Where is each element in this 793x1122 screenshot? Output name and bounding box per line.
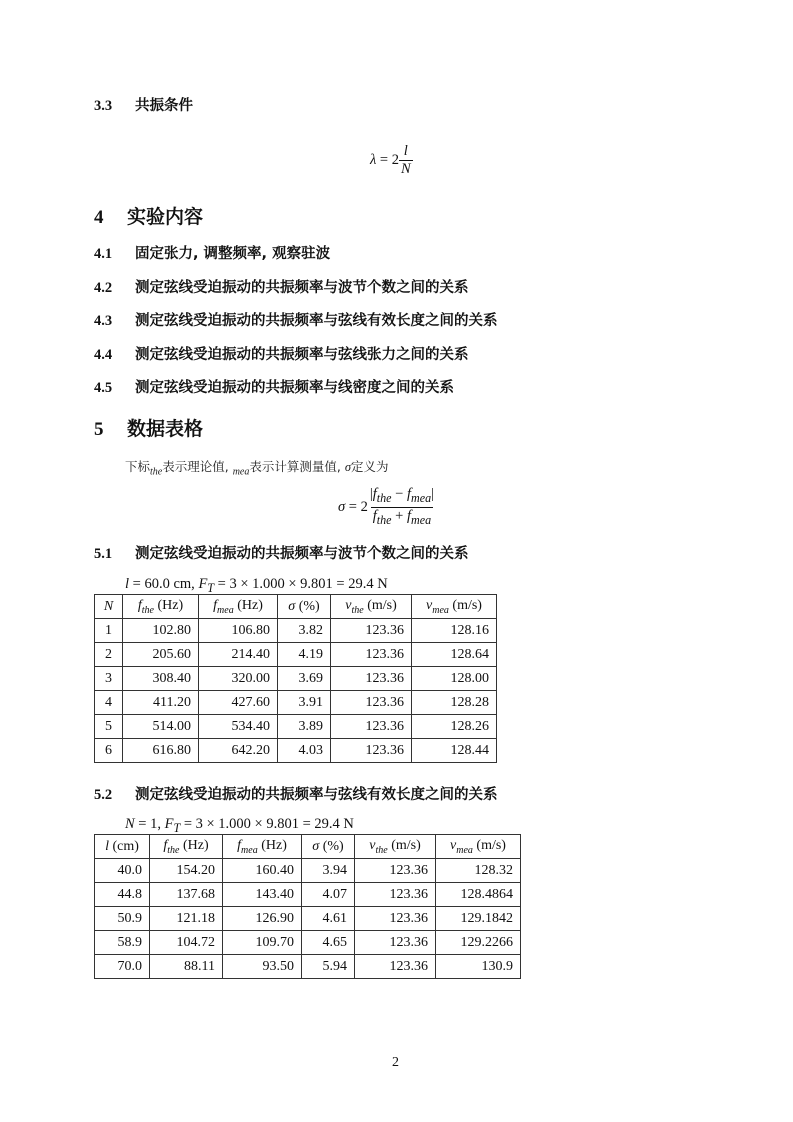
table-cell: 123.36 — [331, 643, 412, 667]
table-cell: 40.0 — [95, 859, 150, 883]
page-number: 2 — [392, 1055, 399, 1070]
formula-lambda: λ = 2 $\frac{l}{N}$ — [370, 143, 411, 177]
table-cell: 128.26 — [412, 715, 497, 739]
table-cell: 427.60 — [199, 691, 278, 715]
section-number: 5.2 — [94, 787, 113, 803]
table-cell: 4.65 — [302, 931, 355, 955]
table-cell: 109.70 — [223, 931, 302, 955]
table-cell: 4.19 — [278, 643, 331, 667]
subsection-heading-4-3 — [94, 309, 498, 330]
section-title: 测定弦线受迫振动的共振频率与波节个数之间的关系 — [135, 546, 469, 562]
formula-sigma: σ = 2 $\frac{|f_{the} - f_{mea}|}{f_{the} + f_{mea}}$ — [338, 486, 435, 527]
subscript-mea: mea — [232, 466, 250, 478]
intro-text: 表示计算测量值, — [249, 459, 345, 474]
section-number: 4.2 — [94, 280, 113, 296]
table-cell: 3.82 — [278, 619, 331, 643]
intro-text: 表示理论值, — [162, 459, 233, 474]
intro-text: 定义为 — [350, 459, 389, 474]
table-cell: 616.80 — [123, 739, 199, 763]
table-row — [95, 715, 497, 739]
table-cell: 128.00 — [412, 667, 497, 691]
section-title: 数据表格 — [127, 418, 204, 440]
table-cell: 4.61 — [302, 907, 355, 931]
section-title: 测定弦线受迫振动的共振频率与弦线有效长度之间的关系 — [135, 787, 498, 803]
table-cell: 123.36 — [331, 739, 412, 763]
formula-denominator: N — [400, 161, 411, 177]
table-cell: 129.2266 — [436, 931, 521, 955]
table-cell: 5 — [95, 715, 123, 739]
table2-caption: N = 1, $F_T = 3 \times 1.000 \times 9.801 = 29.4$ N — [125, 816, 354, 835]
table-cell: 143.40 — [223, 883, 302, 907]
table-cell: 128.4864 — [436, 883, 521, 907]
table-cell: 4.07 — [302, 883, 355, 907]
section-title: 测定弦线受迫振动的共振频率与弦线有效长度之间的关系 — [135, 313, 498, 329]
table-cell: 514.00 — [123, 715, 199, 739]
column-header: $v_{mea}$ (m/s) — [412, 595, 497, 619]
table-cell: 6 — [95, 739, 123, 763]
table-cell: 137.68 — [150, 883, 223, 907]
column-header: $v_{the}$ (m/s) — [331, 595, 412, 619]
intro-paragraph — [125, 457, 389, 478]
table-cell: 3.89 — [278, 715, 331, 739]
column-header: σ (%) — [302, 835, 355, 859]
table-cell: 2 — [95, 643, 123, 667]
table-cell: 130.9 — [436, 955, 521, 979]
table-cell: 205.60 — [123, 643, 199, 667]
table-cell: 123.36 — [355, 955, 436, 979]
table-frequency-vs-length — [94, 834, 521, 979]
table-cell: 123.36 — [331, 619, 412, 643]
table-cell: 128.28 — [412, 691, 497, 715]
table-cell: 58.9 — [95, 931, 150, 955]
section-title: 测定弦线受迫振动的共振频率与波节个数之间的关系 — [135, 280, 469, 296]
subsection-heading-5-2 — [94, 783, 498, 804]
column-header: $f_{mea}$ (Hz) — [223, 835, 302, 859]
column-header: $v_{mea}$ (m/s) — [436, 835, 521, 859]
table-cell: 320.00 — [199, 667, 278, 691]
section-number: 5.1 — [94, 546, 113, 562]
table-frequency-vs-nodes — [94, 594, 497, 763]
table-cell: 3.91 — [278, 691, 331, 715]
table-cell: 214.40 — [199, 643, 278, 667]
table-row — [95, 643, 497, 667]
section-number: 4.3 — [94, 313, 113, 329]
table-cell: 4 — [95, 691, 123, 715]
table-row — [95, 931, 521, 955]
table-cell: 123.36 — [355, 883, 436, 907]
section-title: 测定弦线受迫振动的共振频率与线密度之间的关系 — [135, 380, 454, 396]
table-cell: 154.20 — [150, 859, 223, 883]
table-cell: 50.9 — [95, 907, 150, 931]
section-number: 3.3 — [94, 98, 113, 114]
subsection-heading-4-2 — [94, 276, 469, 297]
column-header: l (cm) — [95, 835, 150, 859]
subsection-heading-4-1 — [94, 242, 330, 263]
subsection-heading-4-4 — [94, 343, 469, 364]
table-cell: 128.32 — [436, 859, 521, 883]
section-heading-5 — [94, 414, 203, 441]
table-cell: 129.1842 — [436, 907, 521, 931]
intro-text: 下标 — [125, 459, 151, 474]
section-number: 5 — [94, 419, 104, 440]
section-title: 共振条件 — [135, 98, 193, 114]
table-row — [95, 883, 521, 907]
section-number: 4.5 — [94, 380, 113, 396]
subscript-the: the — [150, 466, 163, 478]
table-cell: 123.36 — [331, 691, 412, 715]
sigma-symbol: σ — [344, 460, 351, 474]
section-number: 4 — [94, 207, 104, 228]
table-cell: 3 — [95, 667, 123, 691]
table-row — [95, 955, 521, 979]
table-header-row — [95, 595, 497, 619]
table-cell: 1 — [95, 619, 123, 643]
table-cell: 126.90 — [223, 907, 302, 931]
column-header: $f_{the}$ (Hz) — [123, 595, 199, 619]
table-header-row — [95, 835, 521, 859]
section-heading-4 — [94, 202, 203, 229]
subsection-heading-3-3 — [94, 94, 193, 115]
column-header: N — [95, 595, 123, 619]
table-cell: 160.40 — [223, 859, 302, 883]
table-row — [95, 619, 497, 643]
table-cell: 93.50 — [223, 955, 302, 979]
table-cell: 128.64 — [412, 643, 497, 667]
section-title: 固定张力, 调整频率, 观察驻波 — [135, 246, 331, 262]
column-header: $f_{the}$ (Hz) — [150, 835, 223, 859]
table-row — [95, 859, 521, 883]
table-cell: 123.36 — [355, 907, 436, 931]
table-cell: 106.80 — [199, 619, 278, 643]
column-header: $v_{the}$ (m/s) — [355, 835, 436, 859]
table-cell: 102.80 — [123, 619, 199, 643]
subsection-heading-5-1 — [94, 542, 469, 563]
table-cell: 3.69 — [278, 667, 331, 691]
section-number: 4.1 — [94, 246, 113, 262]
section-title: 测定弦线受迫振动的共振频率与弦线张力之间的关系 — [135, 347, 469, 363]
table-row — [95, 691, 497, 715]
section-title: 实验内容 — [127, 206, 204, 228]
table-cell: 534.40 — [199, 715, 278, 739]
table-cell: 104.72 — [150, 931, 223, 955]
table-cell: 123.36 — [355, 859, 436, 883]
table-cell: 3.94 — [302, 859, 355, 883]
column-header: σ (%) — [278, 595, 331, 619]
table-row — [95, 667, 497, 691]
table-cell: 642.20 — [199, 739, 278, 763]
section-number: 4.4 — [94, 347, 113, 363]
table-cell: 70.0 — [95, 955, 150, 979]
table-cell: 4.03 — [278, 739, 331, 763]
table-cell: 44.8 — [95, 883, 150, 907]
table-cell: 308.40 — [123, 667, 199, 691]
table-cell: 128.16 — [412, 619, 497, 643]
table-cell: 128.44 — [412, 739, 497, 763]
table1-caption: l = 60.0 cm, $F_T = 3 \times 1.000 \times 9.801 = 29.4$ N — [125, 576, 388, 595]
subsection-heading-4-5 — [94, 376, 454, 397]
table-cell: 411.20 — [123, 691, 199, 715]
table-cell: 88.11 — [150, 955, 223, 979]
table-row — [95, 739, 497, 763]
table-cell: 123.36 — [355, 931, 436, 955]
table-cell: 121.18 — [150, 907, 223, 931]
table-row — [95, 907, 521, 931]
formula-numerator: l — [403, 143, 408, 159]
table-cell: 123.36 — [331, 715, 412, 739]
table-cell: 123.36 — [331, 667, 412, 691]
table-cell: 5.94 — [302, 955, 355, 979]
column-header: $f_{mea}$ (Hz) — [199, 595, 278, 619]
